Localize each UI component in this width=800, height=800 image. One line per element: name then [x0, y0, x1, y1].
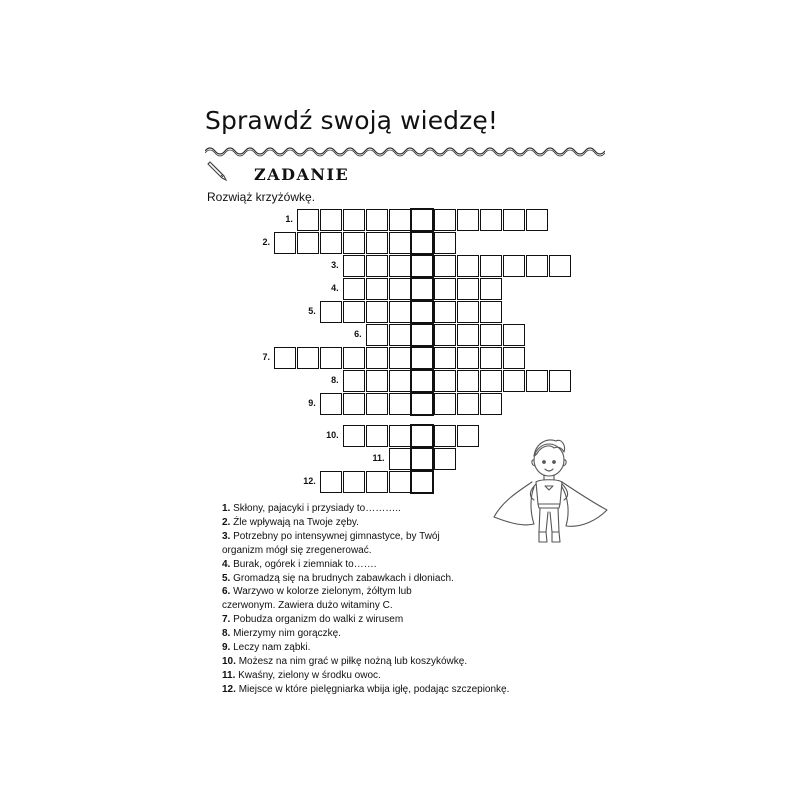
crossword-cell[interactable]: [503, 370, 525, 392]
clue-text: Mierzymy nim gorączkę.: [233, 628, 341, 640]
crossword-cell[interactable]: [389, 370, 411, 392]
crossword-cell[interactable]: [480, 209, 502, 231]
crossword-cell[interactable]: [343, 425, 365, 447]
clue-number: 10.: [222, 655, 239, 667]
crossword-cell[interactable]: [457, 393, 479, 415]
clue-text: Pobudza organizm do walki z wirusem: [233, 614, 404, 626]
clue-number: 8.: [222, 628, 234, 640]
crossword-cell[interactable]: [389, 255, 411, 277]
clue-item: [222, 572, 509, 586]
crossword-cell[interactable]: [457, 425, 479, 447]
crossword-cell[interactable]: [457, 209, 479, 231]
crossword-cell[interactable]: [457, 324, 479, 346]
crossword-cell[interactable]: [389, 448, 411, 470]
crossword-cell[interactable]: [274, 347, 296, 369]
solution-cell[interactable]: [410, 392, 434, 416]
solution-cell[interactable]: [410, 231, 434, 255]
clue-number: 1.: [222, 503, 234, 514]
solution-cell[interactable]: [410, 369, 434, 393]
crossword-row-number: 6.: [354, 329, 362, 339]
crossword-row-number: 5.: [308, 306, 316, 316]
crossword-cell[interactable]: [366, 232, 388, 254]
crossword-cell[interactable]: [343, 301, 365, 323]
crossword-row-number: 7.: [262, 352, 270, 362]
clue-text: Możesz na nim grać w piłkę nożną lub koszykówkę.: [238, 655, 468, 667]
crossword-row-number: 11.: [372, 453, 385, 463]
crossword-row-number: 1.: [285, 214, 293, 224]
crossword-cell[interactable]: [549, 370, 571, 392]
crossword-cell[interactable]: [343, 255, 365, 277]
clue-text: Gromadzą się na brudnych zabawkach i dłoniach.: [233, 572, 454, 584]
crossword-cell[interactable]: [343, 232, 365, 254]
crossword-cell[interactable]: [366, 301, 388, 323]
clue-item: [222, 613, 509, 627]
crossword-cell[interactable]: [389, 425, 411, 447]
crossword-cell[interactable]: [480, 278, 502, 300]
clue-item: [222, 683, 509, 697]
clue-item: [222, 558, 509, 572]
crossword-cell[interactable]: [503, 347, 525, 369]
crossword-cell[interactable]: [274, 232, 296, 254]
crossword-cell[interactable]: [434, 209, 456, 231]
crossword-cell[interactable]: [320, 471, 342, 493]
clue-item: [222, 655, 509, 669]
crossword-cell[interactable]: [434, 301, 456, 323]
clue-number: 7.: [222, 614, 234, 626]
clue-item: [222, 669, 509, 683]
clue-text: Miejsce w które pielęgniarka wbija igłę, podając szczepionkę.: [238, 683, 510, 695]
crossword-cell[interactable]: [297, 347, 319, 369]
crossword-cell[interactable]: [480, 370, 502, 392]
solution-cell[interactable]: [410, 470, 434, 494]
crossword-row-number: 2.: [262, 237, 270, 247]
clue-item: [222, 599, 509, 613]
crossword-cell[interactable]: [389, 471, 411, 493]
crossword-cell[interactable]: [457, 278, 479, 300]
crossword-cell[interactable]: [434, 232, 456, 254]
crossword-cell[interactable]: [503, 255, 525, 277]
clue-number: 5.: [222, 572, 234, 584]
crossword-cell[interactable]: [549, 255, 571, 277]
crossword-cell[interactable]: [343, 370, 365, 392]
solution-cell[interactable]: [410, 346, 434, 370]
clue-text: Leczy nam ząbki.: [233, 642, 311, 654]
crossword-cell[interactable]: [480, 393, 502, 415]
superhero-boy-illustration: [492, 432, 612, 552]
crossword-cell[interactable]: [389, 301, 411, 323]
crossword-row-number: 8.: [331, 375, 339, 385]
crossword-row-number: 10.: [326, 430, 339, 440]
solution-cell[interactable]: [410, 208, 434, 232]
crossword-cell[interactable]: [366, 425, 388, 447]
crossword-cell[interactable]: [434, 425, 456, 447]
crossword-cell[interactable]: [343, 393, 365, 415]
crossword-cell[interactable]: [480, 255, 502, 277]
crossword-cell[interactable]: [434, 370, 456, 392]
crossword-cell[interactable]: [457, 301, 479, 323]
crossword-cell[interactable]: [320, 347, 342, 369]
clue-text: Warzywo w kolorze zielonym, żółtym lub: [233, 586, 412, 598]
crossword-cell[interactable]: [526, 370, 548, 392]
crossword-cell[interactable]: [343, 209, 365, 231]
clue-item: [222, 627, 509, 641]
crossword-cell[interactable]: [526, 255, 548, 277]
crossword-cell[interactable]: [503, 324, 525, 346]
clue-number: 9.: [222, 642, 234, 654]
clue-number: 4.: [222, 558, 234, 570]
clue-item: [222, 530, 509, 544]
crossword-cell[interactable]: [526, 209, 548, 231]
clue-number: 6.: [222, 586, 234, 598]
crossword-cell[interactable]: [297, 209, 319, 231]
solution-cell[interactable]: [410, 254, 434, 278]
crossword-cell[interactable]: [297, 232, 319, 254]
clue-text: Kwaśny, zielony w środku owoc.: [238, 669, 381, 681]
solution-cell[interactable]: [410, 277, 434, 301]
clue-text: Burak, ogórek i ziemniak to…….: [233, 558, 377, 570]
crossword-cell[interactable]: [457, 255, 479, 277]
clue-number: 12.: [222, 683, 239, 695]
clue-text: Źle wpływają na Twoje zęby.: [233, 516, 359, 528]
crossword-cell[interactable]: [366, 255, 388, 277]
clue-item: [222, 502, 509, 516]
crossword-cell[interactable]: [366, 393, 388, 415]
crossword-cell[interactable]: [480, 301, 502, 323]
crossword-cell[interactable]: [320, 232, 342, 254]
solution-cell[interactable]: [410, 424, 434, 448]
clue-text: Potrzebny po intensywnej gimnastyce, by Twój: [233, 530, 440, 542]
crossword-cell[interactable]: [389, 324, 411, 346]
crossword-cell[interactable]: [320, 301, 342, 323]
crossword-cell[interactable]: [320, 393, 342, 415]
crossword-cell[interactable]: [366, 370, 388, 392]
crossword-cell[interactable]: [389, 347, 411, 369]
task-heading: ZADANIE: [254, 165, 350, 184]
crossword-cell[interactable]: [503, 209, 525, 231]
clue-list: [222, 502, 509, 697]
crossword-cell[interactable]: [457, 370, 479, 392]
crossword-cell[interactable]: [457, 347, 479, 369]
crossword-cell[interactable]: [434, 278, 456, 300]
solution-cell[interactable]: [410, 447, 434, 471]
crossword-cell[interactable]: [366, 209, 388, 231]
crossword-cell[interactable]: [434, 347, 456, 369]
crossword-row-number: 4.: [331, 283, 339, 293]
crossword-cell[interactable]: [389, 393, 411, 415]
crossword-cell[interactable]: [366, 278, 388, 300]
solution-cell[interactable]: [410, 323, 434, 347]
clue-item: [222, 585, 509, 599]
solution-cell[interactable]: [410, 300, 434, 324]
clue-item: [222, 641, 509, 655]
page-title: Sprawdź swoją wiedzę!: [205, 106, 498, 135]
crossword-row-number: 3.: [331, 260, 339, 270]
crossword-cell[interactable]: [434, 324, 456, 346]
crossword-row-number: 9.: [308, 398, 316, 408]
crossword-cell[interactable]: [434, 255, 456, 277]
crossword-cell[interactable]: [389, 278, 411, 300]
crossword-cell[interactable]: [389, 232, 411, 254]
clue-item: [222, 544, 509, 558]
crossword-cell[interactable]: [366, 324, 388, 346]
crossword-row-number: 12.: [303, 476, 316, 486]
crossword-cell[interactable]: [366, 471, 388, 493]
crossword-cell[interactable]: [343, 278, 365, 300]
crossword-cell[interactable]: [434, 448, 456, 470]
clue-text: organizm mógł się zregenerować.: [222, 544, 372, 556]
crossword-cell[interactable]: [343, 347, 365, 369]
clue-text: czerwonym. Zawiera dużo witaminy C.: [222, 600, 393, 612]
clue-item: [222, 516, 509, 530]
crossword-cell[interactable]: [320, 209, 342, 231]
crossword-cell[interactable]: [480, 347, 502, 369]
crossword-cell[interactable]: [389, 209, 411, 231]
crossword-cell[interactable]: [366, 347, 388, 369]
crossword-cell[interactable]: [480, 324, 502, 346]
task-instruction: Rozwiąż krzyżówkę.: [207, 190, 316, 204]
clue-number: 11.: [222, 669, 239, 681]
clue-number: 3.: [222, 530, 234, 542]
crossword-cell[interactable]: [343, 471, 365, 493]
clue-text: Skłony, pajacyki i przysiady to………..: [233, 503, 401, 514]
clue-number: 2.: [222, 516, 234, 528]
crossword-cell[interactable]: [434, 393, 456, 415]
